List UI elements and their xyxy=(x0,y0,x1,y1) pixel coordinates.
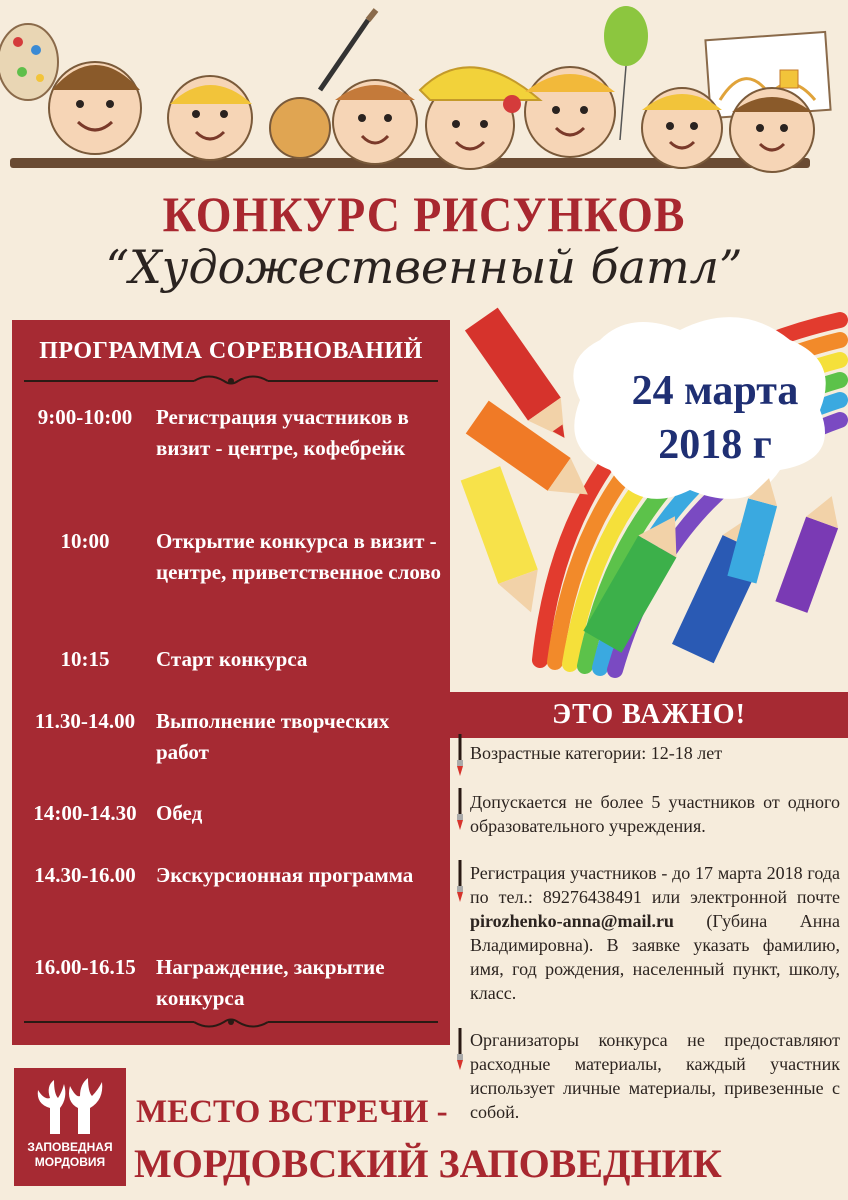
schedule-description: Старт конкурса xyxy=(156,647,308,671)
schedule-time: 11.30-14.00 xyxy=(34,709,136,733)
meeting-place-name: МОРДОВСКИЙ ЗАПОВЕДНИК xyxy=(134,1141,722,1186)
contact-email: pirozhenko-anna@mail.ru xyxy=(470,911,674,931)
ornament-divider xyxy=(24,1015,438,1029)
pencils-rainbow-illustration xyxy=(450,300,848,688)
tree-emblem-icon xyxy=(30,1078,110,1136)
schedule-time: 10:00 xyxy=(60,529,110,553)
schedule-description: Открытие конкурса в визит - центре, приветственное слово xyxy=(156,529,442,584)
info-participant-limit: Допускается не более 5 участников от одного образовательного учреждения. xyxy=(470,792,840,836)
logo-text-line2: МОРДОВИЯ xyxy=(34,1155,106,1169)
info-registration xyxy=(470,861,840,1005)
schedule-time: 14:00-14.30 xyxy=(33,801,137,825)
program-panel xyxy=(12,320,450,1045)
paintbrush-icon xyxy=(452,732,468,776)
paintbrush-icon xyxy=(452,1026,468,1070)
schedule-time: 9:00-10:00 xyxy=(37,405,133,429)
schedule-time: 14.30-16.00 xyxy=(34,863,136,887)
event-date-day: 24 марта xyxy=(631,368,799,414)
event-date-year: 2018 г xyxy=(658,422,772,468)
contest-title: КОНКУРС РИСУНКОВ xyxy=(162,186,686,242)
kids-illustration xyxy=(0,0,848,175)
schedule-time: 16.00-16.15 xyxy=(34,955,136,979)
schedule-description: Обед xyxy=(156,801,203,825)
info-registration-text-end: (Губина Анна Владимировна). В заявке указать фамилию, имя, год рождения, населенный пункт, школу, класс. xyxy=(470,911,840,1003)
info-materials: Организаторы конкурса не предоставляют расходные материалы, каждый участник использует личные материалы, привезенные с собой. xyxy=(470,1030,840,1122)
contest-subtitle: “Художественный батл” xyxy=(105,240,743,294)
program-title: ПРОГРАММА СОРЕВНОВАНИЙ xyxy=(39,338,423,364)
schedule-description: Выполнение творческих работ xyxy=(156,709,390,764)
schedule-time: 10:15 xyxy=(60,647,110,671)
event-date xyxy=(600,364,830,472)
zapovednaya-mordovia-logo xyxy=(14,1068,126,1186)
info-registration-text: Регистрация участников - до 17 марта 2018 года по тел.: 89276438491 или электронной почте xyxy=(470,863,840,907)
logo-text-line1: ЗАПОВЕДНАЯ xyxy=(27,1140,113,1154)
meeting-place-label: МЕСТО ВСТРЕЧИ - xyxy=(136,1094,448,1130)
schedule-description: Регистрация участников в визит - центре, кофебрейк xyxy=(156,405,409,460)
schedule-description: Экскурсионная программа xyxy=(156,863,414,887)
paintbrush-icon xyxy=(452,858,468,902)
paintbrush-icon xyxy=(452,786,468,830)
schedule-description: Награждение, закрытие конкурса xyxy=(156,955,385,1010)
important-header: ЭТО ВАЖНО! xyxy=(450,692,848,738)
ornament-divider xyxy=(24,374,438,388)
info-age-categories: Возрастные категории: 12-18 лет xyxy=(470,743,723,763)
